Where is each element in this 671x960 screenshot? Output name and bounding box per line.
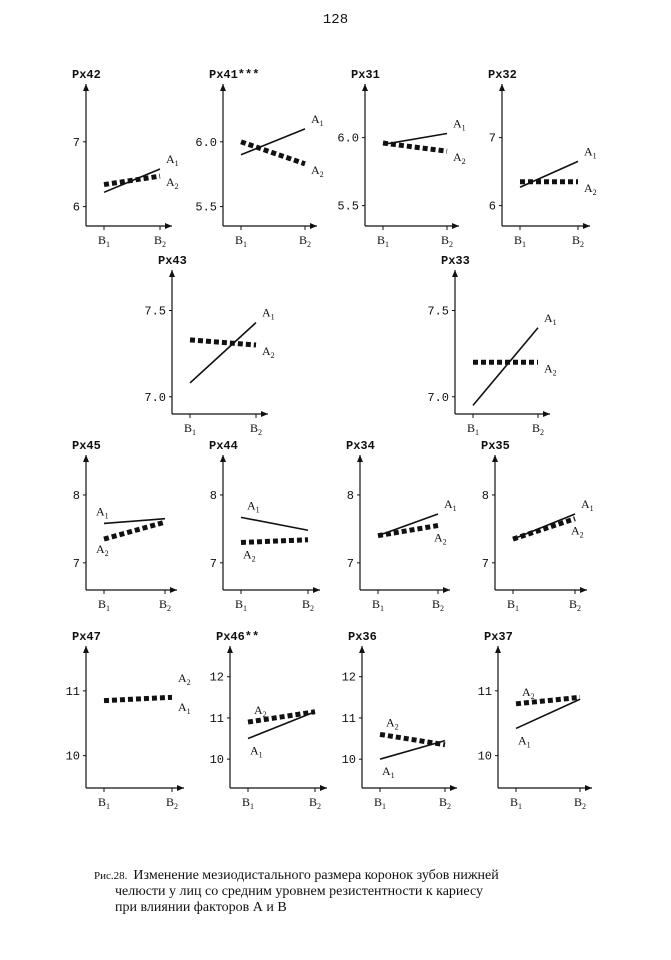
series-line-a2 xyxy=(241,540,308,543)
x-tick-label: $B_1$ xyxy=(373,795,387,811)
x-tick-label: $B_1$ xyxy=(241,795,255,811)
x-axis-arrow xyxy=(165,223,172,229)
figure-caption xyxy=(94,868,564,916)
y-axis-arrow xyxy=(227,646,233,653)
chart-title: Px33 xyxy=(441,254,470,268)
y-tick-label: 12 xyxy=(341,670,356,685)
x-tick-label: $B_2$ xyxy=(531,421,545,437)
y-tick-label: 6 xyxy=(72,200,80,215)
x-tick-label: $B_1$ xyxy=(506,597,520,613)
y-tick-label: 11 xyxy=(65,684,80,699)
series-label-a2: $A_2$ xyxy=(178,670,191,687)
series-line-a2 xyxy=(190,340,256,345)
y-tick-label: 10 xyxy=(477,749,492,764)
series-label-a2: $A_2$ xyxy=(96,542,109,559)
x-tick-label: $B_1$ xyxy=(234,597,248,613)
page-number: 128 xyxy=(322,12,349,28)
chart-title: Px44 xyxy=(209,439,238,453)
series-label-a2: $A_2$ xyxy=(254,703,267,720)
x-axis-arrow xyxy=(585,785,592,791)
y-tick-label: 10 xyxy=(65,749,80,764)
series-label-a2: $A_2$ xyxy=(544,361,557,378)
y-tick-label: 7 xyxy=(72,135,80,150)
series-label-a1: $A_1$ xyxy=(250,743,263,760)
y-tick-label: 5.5 xyxy=(195,200,217,215)
series-label-a2: $A_2$ xyxy=(243,547,256,564)
series-label-a1: $A_1$ xyxy=(581,496,594,513)
caption-line-3: при влиянии факторов А и В xyxy=(115,900,287,915)
figure-label: Рис.28. xyxy=(94,870,128,882)
x-tick-label: $B_2$ xyxy=(573,795,587,811)
y-tick-label: 7 xyxy=(481,556,489,571)
x-tick-label: $B_1$ xyxy=(466,421,480,437)
x-tick-label: $B_1$ xyxy=(97,597,111,613)
x-axis-arrow xyxy=(177,785,184,791)
y-tick-label: 8 xyxy=(481,488,489,503)
x-tick-label: $B_1$ xyxy=(371,597,385,613)
caption-line-2: челюсти у лиц со средним уровнем резистентности к кариесу xyxy=(115,884,484,899)
series-label-a1: $A_1$ xyxy=(544,310,557,327)
chart-title: Px35 xyxy=(481,439,510,453)
y-axis-arrow xyxy=(362,84,368,91)
series-label-a2: $A_2$ xyxy=(584,180,597,197)
series-line-a1 xyxy=(241,517,308,530)
chart-title: Px31 xyxy=(351,68,380,82)
series-label-a2: $A_2$ xyxy=(166,175,179,192)
y-tick-label: 11 xyxy=(341,711,356,726)
x-tick-label: $B_1$ xyxy=(376,233,390,249)
series-label-a1: $A_1$ xyxy=(453,116,466,133)
y-tick-label: 5.5 xyxy=(337,199,359,214)
series-label-a1: $A_1$ xyxy=(166,152,179,169)
x-tick-label: $B_1$ xyxy=(97,795,111,811)
x-tick-label: $B_2$ xyxy=(298,233,312,249)
x-tick-label: $B_2$ xyxy=(165,795,179,811)
y-axis-arrow xyxy=(495,646,501,653)
y-tick-label: 6.0 xyxy=(195,135,217,150)
x-axis-arrow xyxy=(583,223,590,229)
chart-title: Px32 xyxy=(488,68,517,82)
y-tick-label: 7 xyxy=(488,131,496,146)
series-line-a1 xyxy=(473,328,538,406)
series-line-a2 xyxy=(513,519,575,539)
x-axis-arrow xyxy=(313,587,320,593)
y-axis-arrow xyxy=(357,455,363,462)
y-axis-arrow xyxy=(83,455,89,462)
x-axis-arrow xyxy=(580,587,587,593)
y-tick-label: 10 xyxy=(341,753,356,768)
series-line-a1 xyxy=(104,519,165,524)
y-tick-label: 8 xyxy=(209,488,217,503)
series-label-a1: $A_1$ xyxy=(96,504,109,521)
series-label-a1: $A_1$ xyxy=(178,700,191,717)
y-axis-arrow xyxy=(452,270,458,277)
chart-title: Px41*** xyxy=(209,68,260,82)
y-tick-label: 11 xyxy=(477,684,492,699)
series-label-a1: $A_1$ xyxy=(584,144,597,161)
x-axis-arrow xyxy=(261,411,268,417)
series-line-a2 xyxy=(104,522,165,539)
y-axis-arrow xyxy=(499,84,505,91)
x-tick-label: $B_1$ xyxy=(183,421,197,437)
x-axis-arrow xyxy=(443,587,450,593)
x-axis-arrow xyxy=(310,223,317,229)
y-axis-arrow xyxy=(169,270,175,277)
y-tick-label: 12 xyxy=(209,670,224,685)
x-tick-label: $B_2$ xyxy=(153,233,167,249)
y-tick-label: 6.0 xyxy=(337,131,359,146)
series-label-a1: $A_1$ xyxy=(247,498,260,515)
y-tick-label: 7 xyxy=(346,556,354,571)
series-label-a1: $A_1$ xyxy=(262,305,275,322)
caption-line-1: Изменение мезиодистального размера коронок зубов нижней xyxy=(133,868,499,883)
y-axis-arrow xyxy=(220,455,226,462)
series-label-a2: $A_2$ xyxy=(453,150,466,167)
y-axis-arrow xyxy=(83,84,89,91)
y-tick-label: 7.0 xyxy=(144,390,166,405)
y-tick-label: 7 xyxy=(72,556,80,571)
y-axis-arrow xyxy=(492,455,498,462)
series-line-a2 xyxy=(241,142,305,164)
x-tick-label: $B_2$ xyxy=(568,597,582,613)
x-tick-label: $B_1$ xyxy=(234,233,248,249)
chart-title: Px37 xyxy=(484,630,513,644)
x-tick-label: $B_1$ xyxy=(509,795,523,811)
x-axis-arrow xyxy=(543,411,550,417)
x-tick-label: $B_2$ xyxy=(158,597,172,613)
series-label-a2: $A_2$ xyxy=(434,530,447,547)
series-label-a1: $A_1$ xyxy=(518,733,531,750)
series-line-a2 xyxy=(104,697,172,700)
y-axis-arrow xyxy=(83,646,89,653)
y-tick-label: 7.5 xyxy=(427,304,449,319)
chart-title: Px47 xyxy=(72,630,101,644)
chart-title: Px43 xyxy=(158,254,187,268)
x-axis-arrow xyxy=(170,587,177,593)
series-line-a1 xyxy=(190,323,256,383)
chart-title: Px42 xyxy=(72,68,101,82)
series-line-a2 xyxy=(104,176,160,184)
series-line-a2 xyxy=(378,526,438,536)
series-label-a2: $A_2$ xyxy=(262,344,275,360)
y-tick-label: 7 xyxy=(209,556,217,571)
chart-title: Px45 xyxy=(72,439,101,453)
x-tick-label: $B_2$ xyxy=(438,795,452,811)
y-tick-label: 11 xyxy=(209,711,224,726)
y-tick-label: 6 xyxy=(488,199,496,214)
y-axis-arrow xyxy=(220,84,226,91)
y-tick-label: 10 xyxy=(209,753,224,768)
x-tick-label: $B_2$ xyxy=(308,795,322,811)
series-label-a1: $A_1$ xyxy=(311,111,324,128)
y-tick-label: 8 xyxy=(346,488,354,503)
y-tick-label: 7.0 xyxy=(427,390,449,405)
x-tick-label: $B_2$ xyxy=(249,421,263,437)
series-label-a1: $A_1$ xyxy=(382,764,395,781)
x-tick-label: $B_2$ xyxy=(440,233,454,249)
series-label-a2: $A_2$ xyxy=(522,684,535,701)
chart-title: Px36 xyxy=(348,630,377,644)
x-axis-arrow xyxy=(450,785,457,791)
x-tick-label: $B_1$ xyxy=(513,233,527,249)
series-line-a1 xyxy=(380,741,445,760)
chart-title: Px46** xyxy=(216,630,260,644)
y-tick-label: 7.5 xyxy=(144,304,166,319)
x-axis-arrow xyxy=(452,223,459,229)
series-label-a1: $A_1$ xyxy=(444,496,457,513)
series-line-a2 xyxy=(383,143,447,151)
y-axis-arrow xyxy=(359,646,365,653)
series-label-a2: $A_2$ xyxy=(311,162,324,179)
x-tick-label: $B_2$ xyxy=(431,597,445,613)
x-tick-label: $B_1$ xyxy=(97,233,111,249)
y-tick-label: 8 xyxy=(72,488,80,503)
x-tick-label: $B_2$ xyxy=(571,233,585,249)
x-tick-label: $B_2$ xyxy=(301,597,315,613)
series-label-a2: $A_2$ xyxy=(386,715,399,732)
chart-title: Px34 xyxy=(346,439,375,453)
x-axis-arrow xyxy=(320,785,327,791)
series-label-a2: $A_2$ xyxy=(571,523,584,540)
